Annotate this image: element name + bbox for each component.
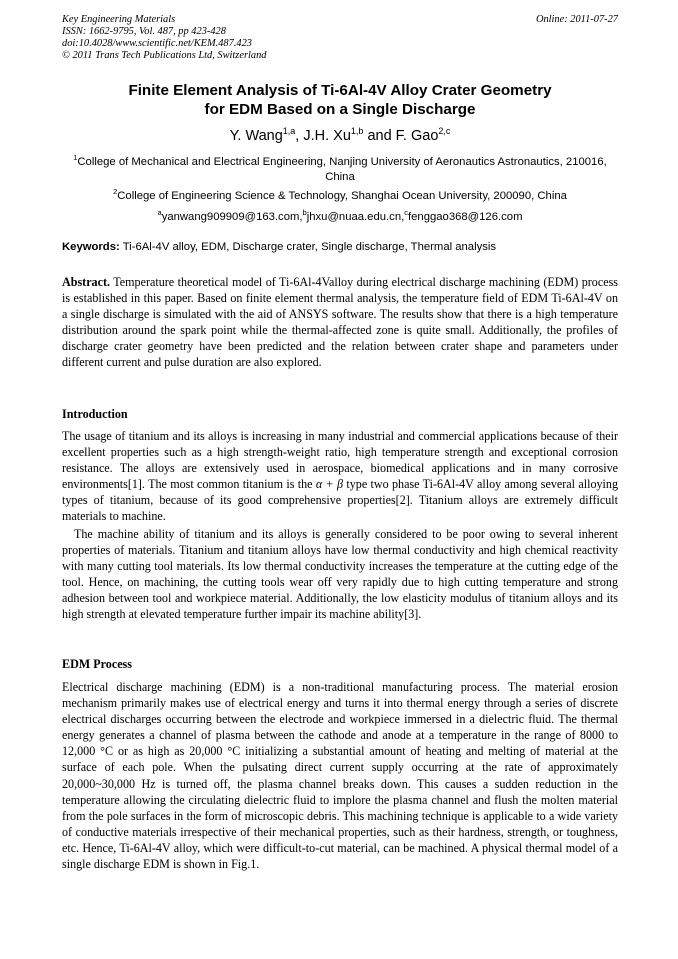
email-superscript: b bbox=[302, 208, 307, 217]
affiliation-superscript: 1 bbox=[73, 153, 78, 162]
journal-doi: doi:10.4028/www.scientific.net/KEM.487.423 bbox=[62, 38, 252, 49]
paragraph-text: type two phase Ti-6Al-4V alloy among several alloying types of titanium, because of its good comprehensive properties[2]. Titanium alloys are extremely difficult materials to machine. bbox=[62, 477, 618, 524]
author-name: F. Gao bbox=[395, 127, 439, 144]
email-link[interactable]: yanwang909909@163.com, bbox=[161, 210, 303, 223]
journal-name: Key Engineering Materials bbox=[62, 14, 176, 25]
journal-copyright: © 2011 Trans Tech Publications Ltd, Switzerland bbox=[62, 50, 267, 61]
author-name: J.H. Xu bbox=[303, 127, 351, 144]
paper-title-line1: Finite Element Analysis of Ti-6Al-4V Alloy Crater Geometry bbox=[128, 82, 552, 99]
paper-title-line2: for EDM Based on a Single Discharge bbox=[204, 101, 476, 118]
author-superscript: 1,b bbox=[350, 126, 364, 136]
abstract bbox=[62, 274, 618, 371]
email-superscript: c bbox=[404, 208, 408, 217]
author-superscript: 1,a bbox=[282, 126, 296, 136]
paragraph-text: The usage of titanium and its alloys is increasing in many industrial and commercial applications because of their excellent properties such as a high strength-weight ratio, high temperature strength and exceptional corrosion resistance. The alloys are extensively used in aerospace, biomedical applications and in many corrosive environments[1]. The most common titanium is the bbox=[62, 429, 618, 492]
section-heading-edm-process: EDM Process bbox=[62, 657, 132, 671]
alpha-beta-formula: α + β bbox=[315, 477, 344, 492]
email-link[interactable]: fenggao368@126.com bbox=[408, 210, 523, 223]
abstract-label: Abstract. bbox=[62, 275, 111, 289]
affiliation-superscript: 2 bbox=[113, 187, 118, 196]
journal-issn: ISSN: 1662-9795, Vol. 487, pp 423-428 bbox=[62, 26, 226, 37]
online-date: Online: 2011-07-27 bbox=[535, 14, 618, 25]
affiliation-text: College of Engineering Science & Technology, Shanghai Ocean University, 200090, China bbox=[117, 189, 567, 202]
affiliation-text: College of Mechanical and Electrical Engineering, Nanjing University of Aeronautics Astronautics, 210016, China bbox=[77, 155, 607, 183]
email-superscript: a bbox=[157, 208, 162, 217]
journal-header bbox=[62, 14, 618, 62]
keywords-label: Keywords: bbox=[62, 241, 120, 253]
paper-title bbox=[62, 81, 618, 119]
author-separator: and bbox=[363, 127, 396, 144]
section-heading-introduction: Introduction bbox=[62, 407, 128, 421]
author-separator: , bbox=[295, 127, 304, 144]
introduction-paragraph-1 bbox=[62, 428, 618, 525]
keywords bbox=[62, 240, 618, 255]
author-name: Y. Wang bbox=[229, 127, 283, 144]
introduction-paragraph-2: The machine ability of titanium and its alloys is generally considered to be poor owing to several inherent properties of materials. Titanium and titanium alloys have low thermal conductivity and high chemical reactivity with many cutting tool materials. Its low thermal conductivity increases the temperature at the cutting edge of the tool. Hence, on machining, the cutting tools wear off very rapidly due to high cutting temperature and strong adhesion between tool and workpiece material. Additionally, the low elasticity modulus of titanium alloys and its high strength at elevated temperature further impair its machine ability[3]. bbox=[62, 527, 618, 622]
affiliation-1 bbox=[62, 150, 618, 185]
edm-process-paragraph: Electrical discharge machining (EDM) is a non-traditional manufacturing process. The material erosion mechanism primarily makes use of electrical energy and turns it into thermal energy through a series of discrete electrical discharges occurring between the electrode and workpiece immersed in a dielectric fluid. The thermal energy generates a channel of plasma between the cathode and anode at a temperature in the range of 8000 to 12,000 °C or as high as 20,000 °C initializing a substantial amount of heating and melting of material at the surface of each pole. When the pulsating direct current supply occurring at the rate of approximately 20,000~30,000 Hz is turned off, the plasma channel breaks down. This causes a sudden reduction in the temperature allowing the circulating dielectric fluid to implore the plasma channel and flush the molten material from the pole surfaces in the form of microscopic debris. This machining technique is applicable to a wide variety of conductive materials irrespective of their mechanical properties, such as their hardness, strength, or toughness, etc. Hence, Ti-6Al-4V alloy, which were difficult-to-cut material, can be machined. A physical thermal model of a single discharge EDM is shown in Fig.1. bbox=[62, 680, 618, 872]
author-list bbox=[62, 122, 618, 145]
keywords-text: Ti-6Al-4V alloy, EDM, Discharge crater, Single discharge, Thermal analysis bbox=[119, 241, 497, 253]
author-superscript: 2,c bbox=[438, 126, 451, 136]
email-link[interactable]: jhxu@nuaa.edu.cn, bbox=[306, 210, 405, 223]
abstract-text: Temperature theoretical model of Ti-6Al-4Valloy during electrical discharge machining (EDM) process is established in this paper. Based on finite element thermal analysis, the temperature field of EDM Ti-6Al-4V on a single discharge is simulated with the aid of ANSYS software. The results show that there is a high temperature distribution around the spark point while the thermal-affected zone is quite small. Additionally, the profiles of discharge crater geometry have been predicted and the relation between crater shape and parameters under different current and pulse duration are also explored. bbox=[62, 275, 618, 370]
affiliation-2 bbox=[62, 184, 618, 204]
author-emails bbox=[62, 205, 618, 225]
